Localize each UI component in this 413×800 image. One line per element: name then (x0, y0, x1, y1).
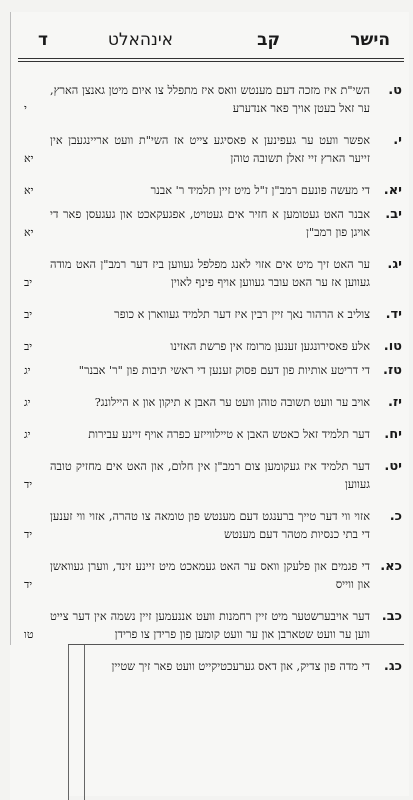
contents-entry (22, 558, 402, 594)
entry-text: די מעשה פונעם רמב"ן ז"ל מיט זיין תלמיד ר' אבנר (150, 184, 370, 197)
contents-entry (22, 508, 402, 544)
contents-entry (22, 256, 402, 292)
entry-page-ref: יב (24, 276, 33, 289)
blank-margin (10, 645, 68, 800)
entry-number: יח. (384, 427, 402, 442)
entry-page-ref: יג (24, 364, 31, 377)
entry-number: כא. (380, 559, 402, 574)
entry-page-ref: יב (24, 308, 33, 321)
entry-number: כג. (383, 659, 402, 674)
contents-entry (22, 458, 402, 494)
entry-number: יא. (383, 183, 402, 198)
page-letter: ד (38, 30, 48, 50)
entry-page-ref: י (24, 102, 27, 115)
entry-number: כב. (381, 609, 402, 624)
entry-text: השי"ת איז מזכה דעם מענטש וואס איז מתפלל צו איום מיטן גאנצן הארץ, ער זאל בעטן אויך פאר אנדערע (50, 84, 370, 115)
contents-list (22, 82, 402, 690)
entry-text: די פגמים און פלעקן וואס ער האט געמאכט מיט זיינע זינד, ווערן געוואשן און ווייס (50, 560, 370, 591)
entry-page-ref: יג (24, 396, 31, 409)
contents-entry (22, 394, 402, 412)
contents-entry (22, 306, 402, 324)
header-rule-double (18, 61, 404, 62)
entry-text: צוליב א הרהור נאך זיין רבין איז דער תלמיד געווארן א כופר (114, 308, 370, 321)
entry-text: דער תלמיד איז געקומען צום רמב"ן אין חלום, און האט אים מחזיק טובה געווען (50, 460, 370, 491)
entry-number: טז. (383, 363, 402, 378)
entry-page-ref: יא (24, 226, 34, 239)
entry-number: טו. (383, 339, 402, 354)
entry-number: יז. (388, 395, 402, 410)
entry-page-ref: יא (24, 184, 34, 197)
binding-line-inner (84, 645, 85, 800)
contents-entry (22, 658, 402, 676)
entry-page-ref: יב (24, 340, 33, 353)
entry-text: אבנר האט געטומען א חזיר אים געטויט, אפגעקאכט און געגעסן פאר די אויגן פון רמב"ן (50, 208, 370, 239)
entry-number: יט. (384, 459, 402, 474)
entry-number: יב. (385, 207, 402, 222)
book-title: הישר (350, 30, 390, 50)
entry-number: יד. (385, 307, 402, 322)
entry-number: ט. (388, 83, 402, 98)
entry-text: די דריטע אותיות פון דעם פסוק זענען די ראשי תיבות פון "ר' אבנר" (78, 364, 370, 377)
page-header (18, 30, 398, 56)
entry-number: יג. (387, 257, 402, 272)
entry-text: דער תלמיד זאל כאטש האבן א טיילווייזע כפרה אויף זיינע עבירות (88, 428, 370, 441)
entry-text: דער אויבערשטער מיט זיין רחמנות וועט אננעמען זיין נשמה אין דער צייט ווען ער וועט שטארבן און ער וועט קומען פון פרידן צו פרידן (50, 610, 370, 641)
entry-text: אויב ער וועט תשובה טוהן וועט ער האבן א תיקון און א היילונג? (94, 396, 370, 409)
page-number: קב (257, 30, 280, 50)
entry-text: ער האט זיך מיט אים אזוי לאנג מפלפל געווען ביז דער רמב"ן האט מודה געווען אז ער האט עובר געווען אויף פינף לאוין (50, 258, 370, 289)
entry-text: אלע פאסירונגען זענען מרומז אין פרשת האזינו (170, 340, 370, 353)
section-title: אינהאלט (107, 30, 173, 50)
entry-page-ref: יד (24, 578, 33, 591)
entry-number: כ. (389, 509, 402, 524)
binding-line (68, 645, 69, 800)
entry-text: אפשר וועט ער געפינען א פאסיגע צייט אז השי"ת וועט אריינגעבן אין זייער הארץ זיי זאלן תשובה טוהן (50, 134, 370, 165)
entry-text: די מדה פון צדיק, און דאס גערעכטיקייט וועט פאר זיך שטיין (111, 660, 370, 673)
contents-entry (22, 362, 402, 380)
contents-entry (22, 132, 402, 168)
entry-page-ref: יא (24, 152, 34, 165)
contents-entry (22, 82, 402, 118)
contents-entry (22, 182, 402, 200)
entry-page-ref: יד (24, 528, 33, 541)
entry-text: אזוי ווי דער טייך ברענגט דעם מענטש פון טומאה צו טהרה, אזוי ווי זענען די בתי כנסיות מטהר דעם מענטש (50, 510, 370, 541)
entry-page-ref: יג (24, 428, 31, 441)
contents-entry (22, 338, 402, 356)
entry-number: י. (393, 133, 402, 148)
contents-entry (22, 426, 402, 444)
entry-page-ref: טו (24, 628, 34, 641)
contents-entry (22, 608, 402, 644)
entry-page-ref: יד (24, 478, 33, 491)
bottom-rule (68, 644, 404, 645)
contents-entry (22, 206, 402, 242)
header-rule (18, 58, 404, 59)
